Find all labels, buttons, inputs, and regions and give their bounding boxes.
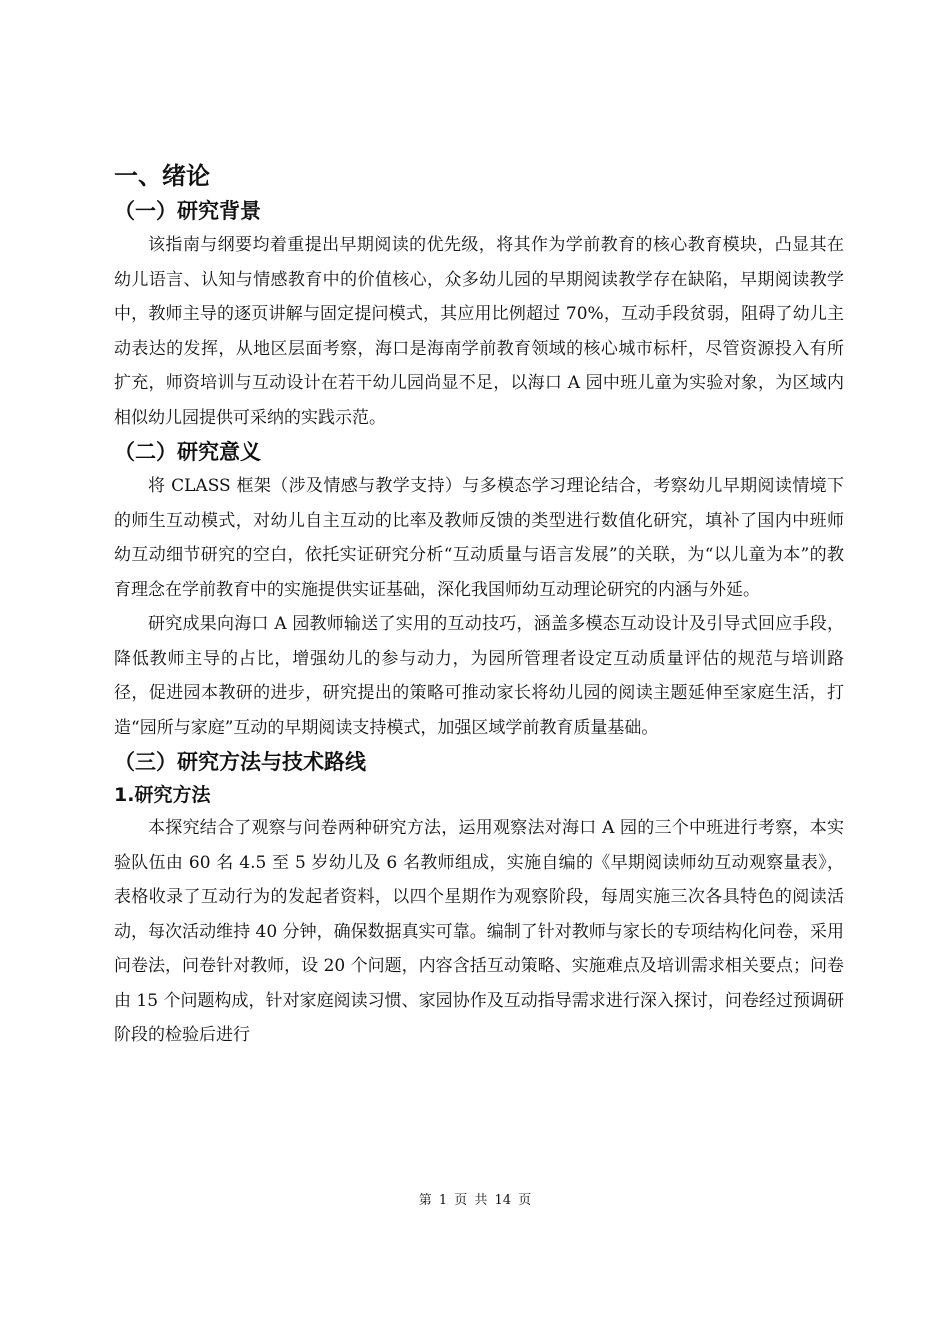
- page-footer: 第 1 页 共 14 页: [418, 1193, 532, 1208]
- paragraph-methods-1: 本探究结合了观察与问卷两种研究方法，运用观察法对海口 A 园的三个中班进行考察，本实验队伍由 60 名 4.5 至 5 岁幼儿及 6 名教师组成，实施自编的《早期阅读师幼互动观察量表》，表格收录了互动行为的发起者资料，以四个星期作为观察阶段，每周实施三次各具特色的阅读活动，每次活动维持 40 分钟，确保数据真实可靠。编制了针对教师与家长的专项结构化问卷，采用问卷法，问卷针对教师，设 20 个问题，内容含括互动策略、实施难点及培训需求相关要点；问卷由 15 个问题构成，针对家庭阅读习惯、家园协作及互动指导需求进行深入探讨，问卷经过预调研阶段的检验后进行: [114, 818, 844, 1045]
- document-body: [114, 158, 844, 1053]
- chapter-title: 一、绪论: [114, 162, 210, 190]
- section-title-methods: （三）研究方法与技术路线: [114, 750, 366, 774]
- paragraph-background-1: 该指南与纲要均着重提出早期阅读的优先级，将其作为学前教育的核心教育模块，凸显其在幼儿语言、认知与情感教育中的价值核心，众多幼儿园的早期阅读教学存在缺陷，早期阅读教学中，教师主导的逐页讲解与固定提问模式，其应用比例超过 70%，互动手段贫弱，阻碍了幼儿主动表达的发挥，从地区层面考察，海口是海南学前教育领域的核心城市标杆，尽管资源投入有所扩充，师资培训与互动设计在若干幼儿园尚显不足，以海口 A 园中班儿童为实验对象，为区域内相似幼儿园提供可采纳的实践示范。: [114, 235, 844, 428]
- section-title-significance: （二）研究意义: [114, 440, 261, 464]
- subsection-title-research-methods: 1.研究方法: [114, 784, 211, 806]
- section-title-background: （一）研究背景: [114, 199, 261, 223]
- paragraph-significance-1: 将 CLASS 框架（涉及情感与教学支持）与多模态学习理论结合，考察幼儿早期阅读情境下的师生互动模式，对幼儿自主互动的比率及教师反馈的类型进行数值化研究，填补了国内中班师幼互动细节研究的空白，依托实证研究分析“互动质量与语言发展”的关联，为“以儿童为本”的教育理念在学前教育中的实施提供实证基础，深化我国师幼互动理论研究的内涵与外延。: [114, 476, 844, 600]
- paragraph-significance-2: 研究成果向海口 A 园教师输送了实用的互动技巧，涵盖多模态互动设计及引导式回应手段，降低教师主导的占比，增强幼儿的参与动力，为园所管理者设定互动质量评估的规范与培训路径，促进园本教研的进步，研究提出的策略可推动家长将幼儿园的阅读主题延伸至家庭生活，打造“园所与家庭”互动的早期阅读支持模式，加强区域学前教育质量基础。: [114, 614, 844, 738]
